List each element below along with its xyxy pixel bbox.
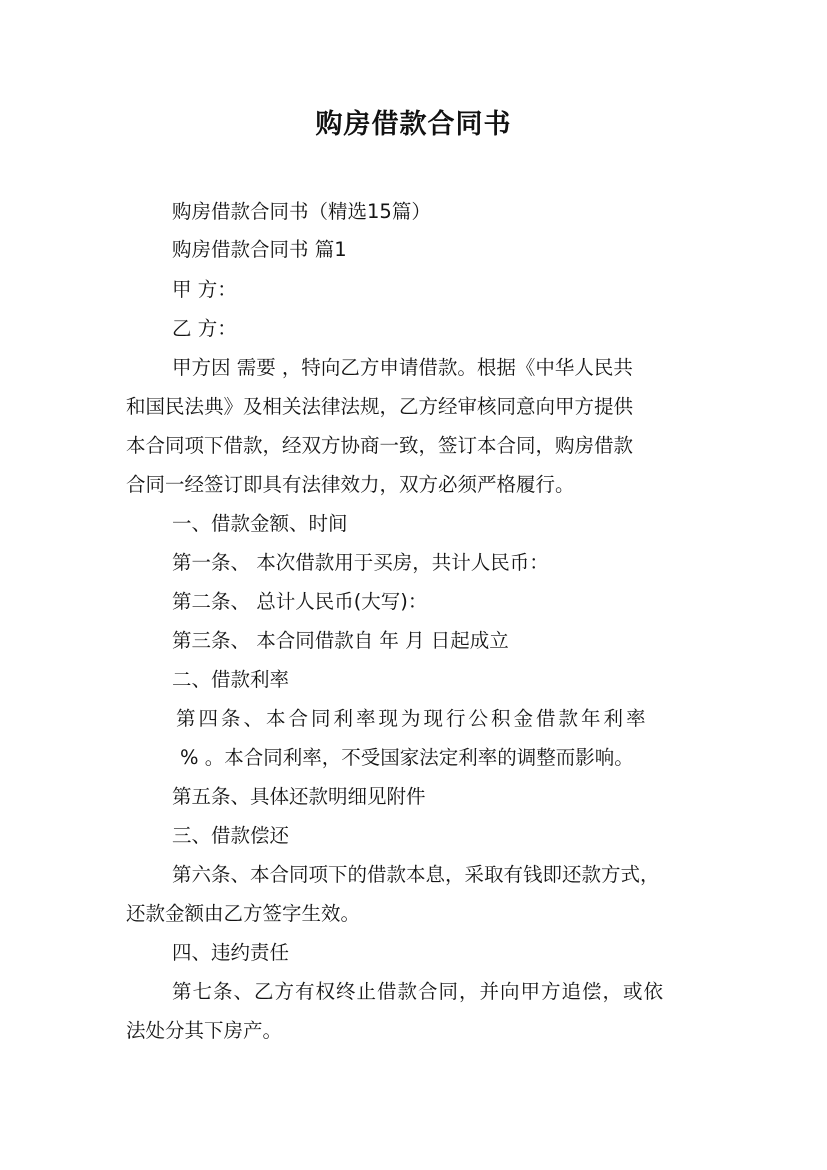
clause-line: 法处分其下房产。 — [126, 1019, 283, 1042]
clause-line: % 。本合同利率，不受国家法定利率的调整而影响。 — [180, 746, 634, 769]
paragraph-line: 本合同项下借款，经双方协商一致，签订本合同，购房借款 — [126, 434, 634, 457]
section-heading-pian1: 购房借款合同书 篇1 — [172, 238, 347, 261]
section-heading: 一、借款金额、时间 — [172, 512, 348, 535]
clause-line: 第三条、 本合同借款自 年 月 日起成立 — [172, 629, 509, 652]
section-heading: 四、违约责任 — [172, 941, 290, 964]
document-title: 购房借款合同书 — [315, 109, 512, 140]
paragraph-line: 甲方因 需要 ，特向乙方申请借款。根据《中华人民共 — [172, 356, 633, 379]
party-a-line: 甲 方： — [172, 278, 237, 301]
subtitle-line: 购房借款合同书（精选15篇） — [172, 200, 431, 223]
clause-line: 第五条、具体还款明细见附件 — [172, 785, 426, 808]
clause-line: 第一条、 本次借款用于买房，共计人民币： — [172, 551, 549, 574]
section-heading: 二、借款利率 — [172, 668, 290, 691]
clause-line: 还款金额由乙方签字生效。 — [126, 902, 361, 925]
clause-line: 第六条、本合同项下的借款本息，采取有钱即还款方式， — [172, 863, 660, 886]
clause-line: 第二条、 总计人民币(大写)： — [172, 590, 428, 613]
clause-line: 第七条、乙方有权终止借款合同，并向甲方追偿，或依 — [172, 980, 665, 1003]
paragraph-line: 和国民法典》及相关法律法规，乙方经审核同意向甲方提供 — [126, 395, 634, 418]
paragraph-line: 合同一经签订即具有法律效力，双方必须严格履行。 — [126, 473, 575, 496]
party-b-line: 乙 方： — [172, 317, 237, 340]
section-heading: 三、借款偿还 — [172, 824, 290, 847]
clause-line: 第四条、本合同利率现为现行公积金借款年利率 — [176, 707, 649, 730]
